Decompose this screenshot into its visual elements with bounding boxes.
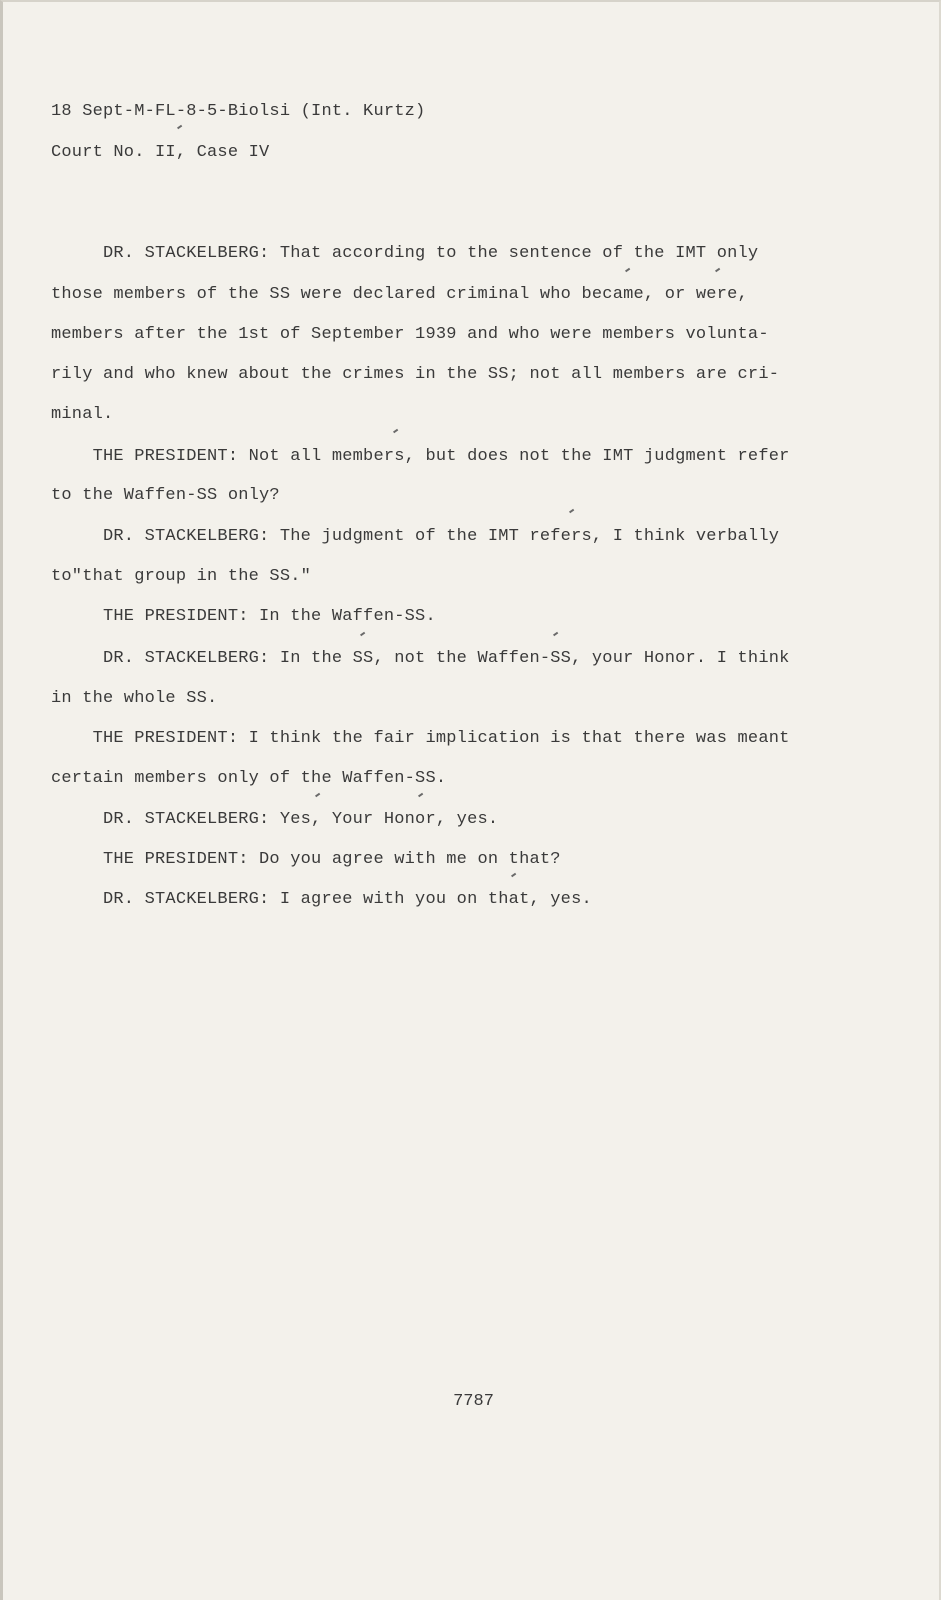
transcript-line: rily and who knew about the crimes in the SS; not all members are cri-	[51, 365, 780, 384]
transcript-line: DR. STACKELBERG: Yes, Your Honor, yes.	[51, 810, 499, 829]
page-number: 7787	[453, 1392, 494, 1411]
transcript-line: minal.	[51, 405, 114, 424]
proof-mark	[511, 873, 516, 877]
proof-mark	[625, 268, 630, 272]
transcript-line: members after the 1st of September 1939 and who were members volunta-	[51, 325, 769, 344]
proof-mark	[553, 632, 558, 636]
header-reference: 18 Sept-M-FL-8-5-Biolsi (Int. Kurtz)	[51, 102, 426, 121]
proof-mark	[360, 632, 365, 636]
proof-mark	[569, 509, 574, 513]
transcript-line: to the Waffen-SS only?	[51, 486, 280, 505]
proof-mark	[418, 793, 423, 797]
transcript-line: THE PRESIDENT: Do you agree with me on that?	[51, 850, 561, 869]
proof-mark	[393, 429, 398, 433]
transcript-line: DR. STACKELBERG: That according to the sentence of the IMT only	[51, 244, 759, 263]
transcript-line: DR. STACKELBERG: In the SS, not the Waffen-SS, your Honor. I think	[51, 649, 790, 668]
proof-mark	[715, 268, 720, 272]
transcript-line: DR. STACKELBERG: The judgment of the IMT refers, I think verbally	[51, 527, 780, 546]
transcript-line: to"that group in the SS."	[51, 567, 312, 586]
transcript-line: THE PRESIDENT: Not all members, but does not the IMT judgment refer	[51, 447, 790, 466]
header-court-case: Court No. II, Case IV	[51, 143, 270, 162]
transcript-line: DR. STACKELBERG: I agree with you on that, yes.	[51, 890, 592, 909]
proof-mark	[177, 125, 182, 129]
transcript-line: certain members only of the Waffen-SS.	[51, 769, 447, 788]
transcript-line: those members of the SS were declared criminal who became, or were,	[51, 285, 748, 304]
transcript-line: in the whole SS.	[51, 689, 218, 708]
transcript-line: THE PRESIDENT: I think the fair implication is that there was meant	[51, 729, 790, 748]
transcript-line: THE PRESIDENT: In the Waffen-SS.	[51, 607, 436, 626]
proof-mark	[315, 793, 320, 797]
